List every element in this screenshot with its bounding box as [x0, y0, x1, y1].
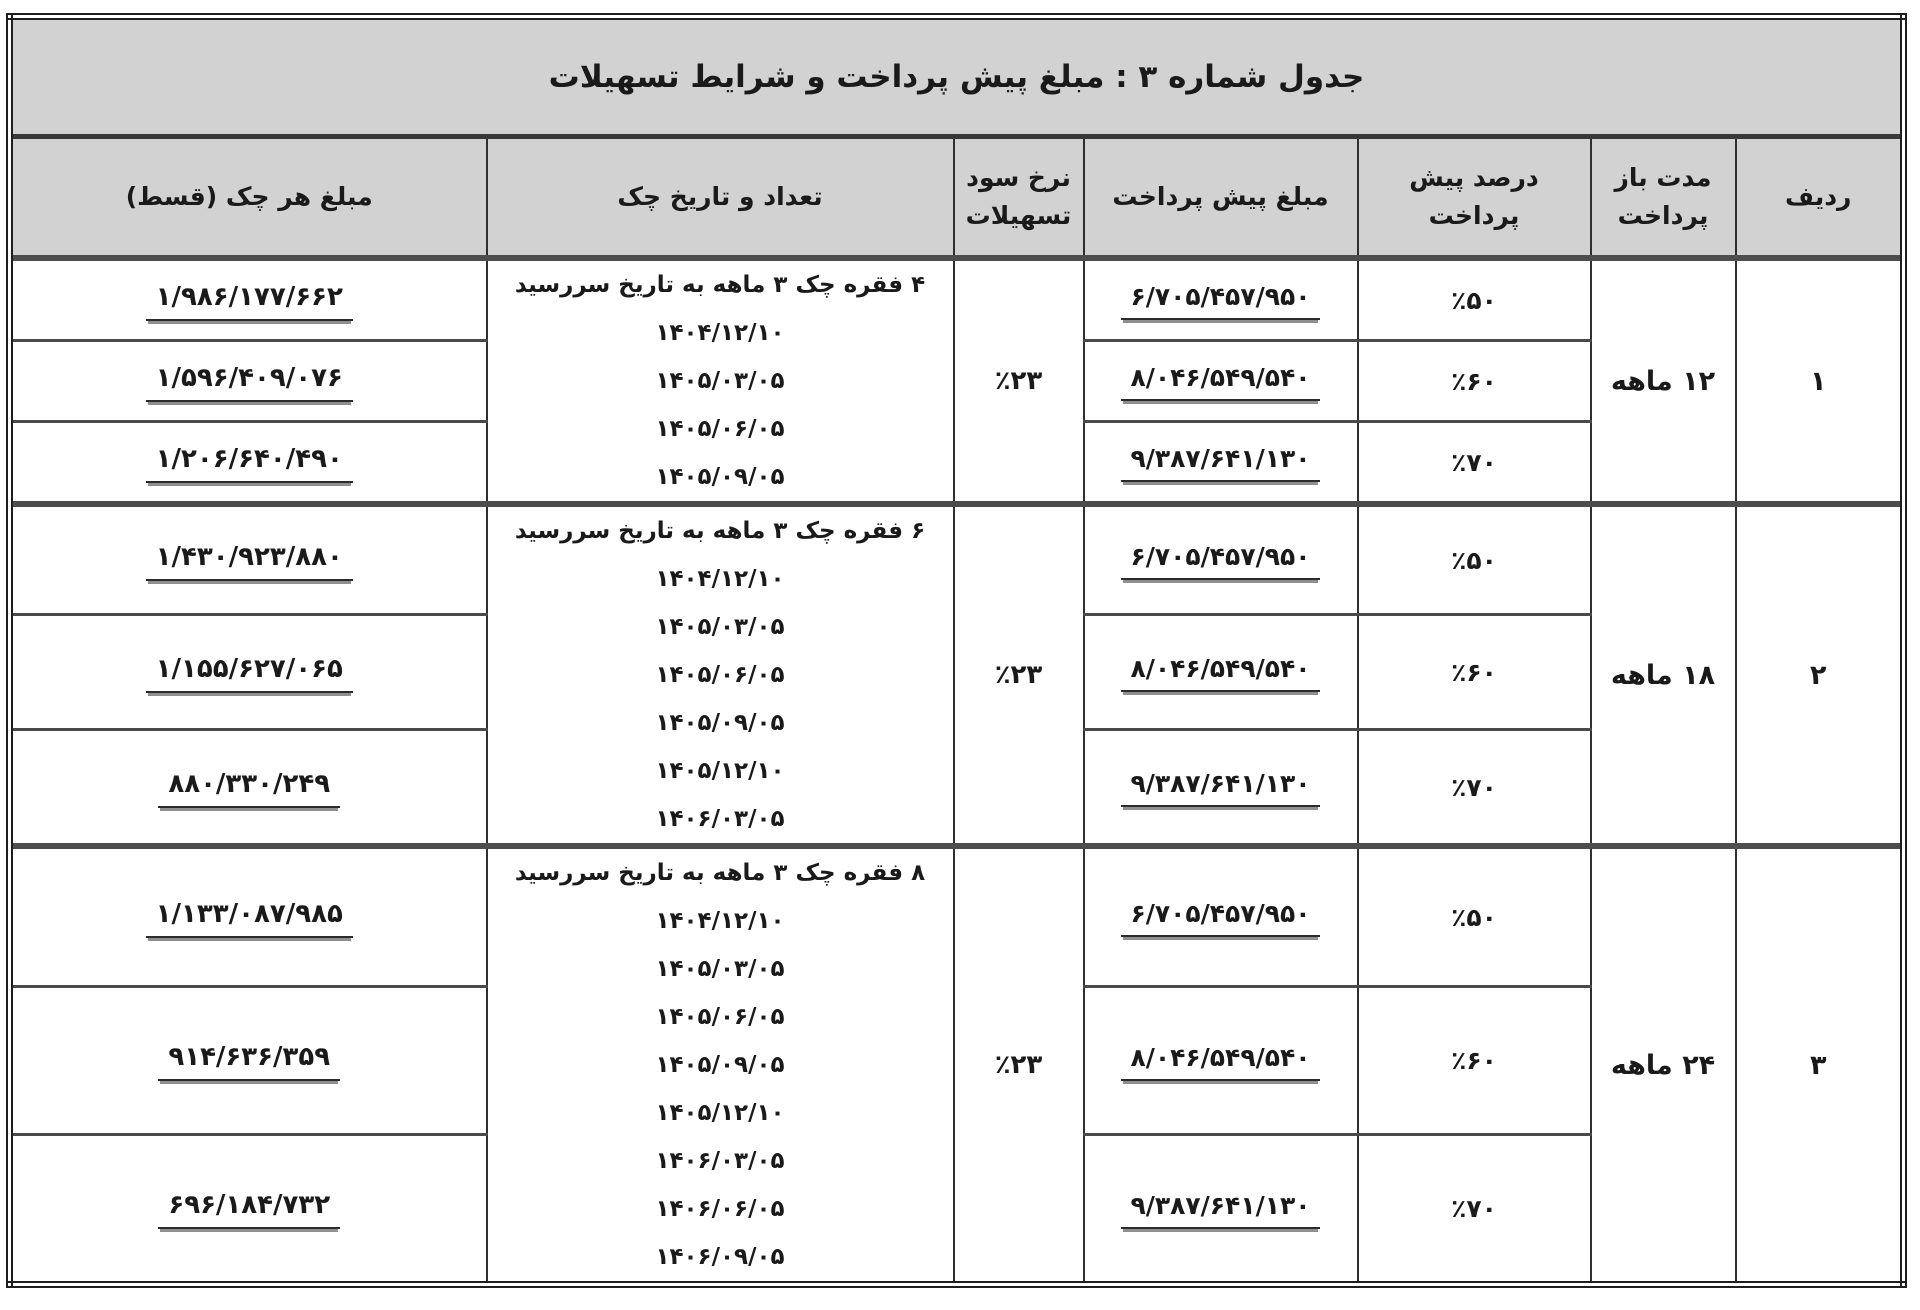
installment-number: ۱/۲۰۶/۶۴۰/۴۹۰ — [146, 442, 353, 483]
check-date: ۱۴۰۵/۰۹/۰۵ — [655, 1052, 785, 1078]
radif-number: ۲ — [1810, 659, 1827, 691]
percent-value — [1358, 258, 1591, 341]
col-header-prepay — [1084, 137, 1358, 259]
prepay-value — [1084, 422, 1358, 505]
col-header-percent — [1358, 137, 1591, 259]
installment-value — [9, 258, 486, 341]
check-date: ۱۴۰۵/۱۲/۱۰ — [655, 758, 785, 784]
prepay-number: ۸/۰۴۶/۵۴۹/۵۴۰ — [1121, 1041, 1321, 1081]
rate-number: ٪۲۳ — [994, 1050, 1043, 1080]
table-row — [9, 846, 1903, 987]
percent-number: ٪۷۰ — [1451, 447, 1497, 477]
radif-value — [1736, 846, 1904, 1285]
percent-value — [1358, 504, 1591, 615]
prepay-number: ۶/۷۰۵/۴۵۷/۹۵۰ — [1121, 540, 1321, 580]
installment-number: ۱/۱۵۵/۶۲۷/۰۶۵ — [146, 652, 353, 693]
installment-value — [9, 1135, 486, 1285]
check-date: ۱۴۰۵/۰۶/۰۵ — [655, 416, 785, 442]
col-header-rate — [954, 137, 1084, 259]
percent-number: ٪۶۰ — [1451, 1046, 1497, 1075]
duration-value: ۱۲ ماهه — [1591, 258, 1736, 504]
check-schedule — [487, 846, 954, 1285]
check-date: ۱۴۰۵/۰۹/۰۵ — [655, 464, 785, 490]
percent-value — [1358, 1135, 1591, 1285]
header-line: پرداخت — [1428, 201, 1520, 230]
check-date: ۱۴۰۶/۰۶/۰۵ — [655, 1196, 785, 1222]
percent-value — [1358, 846, 1591, 987]
percent-number: ٪۵۰ — [1451, 545, 1497, 575]
installment-value — [9, 730, 486, 847]
header-line: مبلغ پیش پرداخت — [1112, 182, 1329, 211]
prepay-value — [1084, 504, 1358, 615]
prepay-value — [1084, 730, 1358, 847]
prepay-value — [1084, 987, 1358, 1135]
header-line: درصد پیش — [1409, 163, 1539, 192]
header-line: مدت باز — [1614, 163, 1712, 192]
radif-number: ۱ — [1810, 365, 1827, 397]
installment-number: ۱/۵۹۶/۴۰۹/۰۷۶ — [146, 361, 353, 402]
financing-terms-table — [6, 13, 1907, 1288]
installment-number: ۹۱۴/۶۳۶/۳۵۹ — [158, 1040, 340, 1081]
prepay-number: ۶/۷۰۵/۴۵۷/۹۵۰ — [1121, 897, 1321, 937]
installment-number: ۱/۱۳۳/۰۸۷/۹۸۵ — [146, 897, 353, 938]
check-schedule-intro: ۴ فقره چک ۳ ماهه به تاریخ سررسید — [514, 272, 926, 298]
header-row — [9, 137, 1903, 259]
check-date-list — [488, 309, 953, 501]
prepay-number: ۹/۳۸۷/۶۴۱/۱۳۰ — [1121, 442, 1321, 482]
installment-number: ۱/۴۳۰/۹۲۳/۸۸۰ — [146, 540, 353, 581]
prepay-number: ۸/۰۴۶/۵۴۹/۵۴۰ — [1121, 652, 1321, 692]
radif-value — [1736, 504, 1904, 846]
col-header-installment — [9, 137, 486, 259]
percent-number: ٪۶۰ — [1451, 366, 1497, 396]
prepay-number: ۸/۰۴۶/۵۴۹/۵۴۰ — [1121, 361, 1321, 401]
prepay-number: ۶/۷۰۵/۴۵۷/۹۵۰ — [1121, 280, 1321, 320]
check-schedule-intro: ۶ فقره چک ۳ ماهه به تاریخ سررسید — [514, 518, 926, 544]
radif-value — [1736, 258, 1904, 504]
prepay-value — [1084, 341, 1358, 422]
prepay-value — [1084, 846, 1358, 987]
check-date: ۱۴۰۶/۰۹/۰۵ — [655, 1244, 785, 1270]
percent-number: ٪۵۰ — [1451, 902, 1497, 932]
prepay-value — [1084, 615, 1358, 730]
title-row — [9, 17, 1903, 137]
percent-number: ٪۷۰ — [1451, 772, 1497, 802]
check-schedule — [487, 258, 954, 504]
check-date: ۱۴۰۵/۰۳/۰۵ — [655, 956, 785, 982]
check-date: ۱۴۰۵/۰۳/۰۵ — [655, 368, 785, 394]
check-date: ۱۴۰۶/۰۳/۰۵ — [655, 806, 785, 832]
table-row — [9, 258, 1903, 341]
rate-value — [954, 846, 1084, 1285]
installment-value — [9, 422, 486, 505]
rate-number: ٪۲۳ — [994, 366, 1043, 396]
col-header-checks — [487, 137, 954, 259]
prepay-value — [1084, 258, 1358, 341]
check-date: ۱۴۰۴/۱۲/۱۰ — [655, 908, 785, 934]
percent-value — [1358, 730, 1591, 847]
header-line: تعداد و تاریخ چک — [617, 182, 823, 211]
check-date: ۱۴۰۴/۱۲/۱۰ — [655, 320, 785, 346]
radif-number: ۳ — [1810, 1049, 1827, 1081]
header-line: نرخ سود — [966, 163, 1071, 192]
rate-number: ٪۲۳ — [994, 660, 1043, 690]
table-row — [9, 504, 1903, 615]
duration-value: ۲۴ ماهه — [1591, 846, 1736, 1285]
percent-number: ٪۵۰ — [1451, 285, 1497, 315]
check-date-list — [488, 897, 953, 1281]
check-date: ۱۴۰۵/۰۶/۰۵ — [655, 662, 785, 688]
header-line: تسهیلات — [965, 201, 1072, 230]
installment-value — [9, 846, 486, 987]
installment-value — [9, 341, 486, 422]
header-line: پرداخت — [1617, 201, 1709, 230]
col-header-duration — [1591, 137, 1736, 259]
installment-value — [9, 615, 486, 730]
check-date: ۱۴۰۵/۰۶/۰۵ — [655, 1004, 785, 1030]
prepay-number: ۹/۳۸۷/۶۴۱/۱۳۰ — [1121, 1189, 1321, 1229]
header-line: ردیف — [1785, 182, 1852, 211]
check-date: ۱۴۰۵/۰۹/۰۵ — [655, 710, 785, 736]
table-title: جدول شماره ۳ : مبلغ پیش پرداخت و شرایط تسهیلات — [9, 17, 1903, 137]
check-schedule — [487, 504, 954, 846]
check-date-list — [488, 555, 953, 843]
installment-number: ۱/۹۸۶/۱۷۷/۶۶۲ — [146, 280, 353, 321]
check-schedule-intro: ۸ فقره چک ۳ ماهه به تاریخ سررسید — [514, 860, 926, 886]
header-line: مبلغ هر چک (قسط) — [125, 182, 373, 211]
check-date: ۱۴۰۴/۱۲/۱۰ — [655, 566, 785, 592]
percent-number: ٪۷۰ — [1451, 1194, 1497, 1223]
installment-value — [9, 987, 486, 1135]
installment-number: ۶۹۶/۱۸۴/۷۳۲ — [158, 1188, 340, 1229]
rate-value — [954, 258, 1084, 504]
check-date: ۱۴۰۵/۱۲/۱۰ — [655, 1100, 785, 1126]
percent-value — [1358, 422, 1591, 505]
percent-value — [1358, 341, 1591, 422]
prepay-value — [1084, 1135, 1358, 1285]
col-header-radif — [1736, 137, 1904, 259]
prepay-number: ۹/۳۸۷/۶۴۱/۱۳۰ — [1121, 767, 1321, 807]
installment-value — [9, 504, 486, 615]
check-date: ۱۴۰۶/۰۳/۰۵ — [655, 1148, 785, 1174]
percent-value — [1358, 615, 1591, 730]
check-date: ۱۴۰۵/۰۳/۰۵ — [655, 614, 785, 640]
percent-value — [1358, 987, 1591, 1135]
rate-value — [954, 504, 1084, 846]
installment-number: ۸۸۰/۳۳۰/۲۴۹ — [158, 767, 340, 808]
percent-number: ٪۶۰ — [1451, 657, 1497, 687]
duration-value: ۱۸ ماهه — [1591, 504, 1736, 846]
